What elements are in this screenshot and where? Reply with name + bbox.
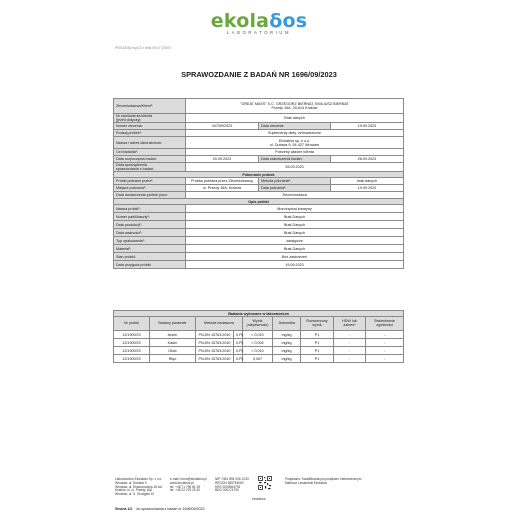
report-date-label: Data sporządzenia sprawozdania z badań: — [114, 163, 186, 172]
start-date-label: Data rozpoczęcia badań: — [114, 156, 186, 163]
cell-extended: P1 — [301, 355, 334, 363]
cell-extended: P1 — [301, 331, 334, 339]
cell-extended: P1 — [301, 339, 334, 347]
sampling-place-value: ul. Przedy 16A, Kraków — [186, 185, 259, 192]
batch-number-label: Numer partii/kaszty¹: — [114, 213, 186, 221]
cell-result: < 0,010 — [243, 347, 273, 355]
sampling-method-label: Metoda pobrania¹: — [259, 178, 331, 185]
sampled-by-label: Próbki pobrane przez¹: — [114, 178, 186, 185]
sample-state-label: Stan próbki: — [114, 253, 186, 261]
col-header-method: Metoda badawcza — [196, 317, 243, 331]
end-date-value: 26.09.2023 — [331, 156, 404, 163]
cell-hdw: - — [334, 355, 366, 363]
material-label: Materiał¹: — [114, 245, 186, 253]
logo-blue-part: δos — [269, 10, 308, 32]
col-header-result: Wynik (niepewność) — [243, 317, 273, 331]
page-label: Strona 1/2 — [115, 507, 133, 511]
cell-parameter: Ołów — [150, 347, 196, 355]
info-row — [114, 163, 404, 172]
cell-parameter: Arsen — [150, 331, 196, 339]
sample-row — [114, 205, 404, 213]
info-row — [114, 114, 404, 123]
signature-note: Podpisano: Kwalifikowanym podpisem elektronicznym Mateusz Lewandski Ekolabos — [285, 477, 362, 485]
info-row — [114, 130, 404, 137]
cell-conformity: - — [366, 339, 404, 347]
production-date-label: Data produkcji¹: — [114, 221, 186, 229]
cell-sample-no: 12/1909/23 — [114, 355, 150, 363]
form-code: PR/13/D62 wyd.3 z dnia 09.07.2019 r. — [115, 46, 173, 50]
table-row — [114, 347, 404, 355]
report-date-value: 26.09.2023 — [186, 163, 404, 172]
info-row — [114, 99, 404, 114]
delivered-by-label: Data dostarczenia próbek pocz: — [114, 192, 186, 199]
sample-type-label: Rodzaj próbek¹: — [114, 130, 186, 137]
col-header-conformity: Stwierdzenie zgodności — [366, 317, 404, 331]
col-header-sample-no: Nr próbki — [114, 317, 150, 331]
info-row — [114, 149, 404, 156]
sample-name-label: Nazwa próbki¹: — [114, 205, 186, 213]
results-table — [113, 310, 404, 363]
cell-sample-no: 12/1909/23 — [114, 331, 150, 339]
acceptance-date-value: 19.09.2023 — [186, 261, 404, 269]
sampling-method-value: brak danych — [331, 178, 404, 185]
cell-unit: mg/kg — [273, 355, 301, 363]
cell-hdw: - — [334, 331, 366, 339]
cell-method-mark: 0.PL — [234, 339, 243, 347]
cell-method: PN-EN 15763:2010 — [196, 355, 234, 363]
cell-parameter: Rtęć — [150, 355, 196, 363]
table-row — [114, 339, 404, 347]
cell-conformity: - — [366, 331, 404, 339]
client-label: Zleceniodawca/Klient¹: — [114, 99, 186, 114]
cell-method: PN-EN 15763:2010 — [196, 347, 234, 355]
sample-row — [114, 245, 404, 253]
cell-conformity: - — [366, 347, 404, 355]
sample-name-value: Monohydrat kreatyny — [186, 205, 404, 213]
footer-address: Laboratorium Ekolabos Sp. z o.o. Wrocław, ul. Dubska 9 Wrocław, ul. Krawczowska 16 lok. Kraków, ul. ul. Przedy 16A Wrocław, ul. S. Grodgski 10 — [115, 477, 163, 497]
cell-conformity: - — [366, 355, 404, 363]
ekolabos-logo — [0, 10, 518, 35]
cell-result: < 0,002 — [243, 339, 273, 347]
sampling-date-label: Data pobrania¹: — [259, 185, 331, 192]
purpose-value: Potrzeby własne klienta — [186, 149, 404, 156]
cell-hdw: - — [334, 347, 366, 355]
logo-subtitle: LABORATORIUM — [226, 30, 292, 35]
cell-unit: mg/kg — [273, 339, 301, 347]
cell-method: PN-EN 15763:2010 — [196, 339, 234, 347]
sample-row — [114, 229, 404, 237]
logo-wordmark — [0, 10, 518, 32]
results-header-row — [114, 317, 404, 331]
client-value: "GREAT MASS" S.C. GRZEGORZ BIERNAT, EMILIUSZ BIERNAT Przedy 16A, 30-614 Kraków — [186, 99, 404, 114]
end-date-label: Data zakończenia badań: — [259, 156, 331, 163]
sample-row — [114, 253, 404, 261]
commission-number-label: Numer zlecenia: — [114, 123, 186, 130]
page-reference: do sprawozdania z badań nr 1696/09/2023 — [136, 507, 205, 511]
results-section-title: Badania wykonane w laboratorium — [114, 311, 404, 317]
sampling-row — [114, 185, 404, 192]
footer-registry: NIP 7481 894 006 1234 REGON 365754063 KRS 0000684793 BDO 000174790 — [215, 477, 249, 493]
page-number — [115, 507, 205, 511]
commission-date-label: Data zlecenia: — [259, 123, 331, 130]
expiry-date-label: Data ważności¹: — [114, 229, 186, 237]
commission-number-value: 447/09/2023 — [186, 123, 259, 130]
cell-method-mark: 0.PL — [234, 347, 243, 355]
col-header-hdw: HDW lub zakres* — [334, 317, 366, 331]
cell-method-mark: 0.PL — [234, 355, 243, 363]
commission-date-value: 19.09.2023 — [331, 123, 404, 130]
order-number-value: Brak danych — [186, 114, 404, 123]
logo-green-part: ekola — [210, 10, 270, 32]
cell-sample-no: 12/1909/23 — [114, 339, 150, 347]
cell-unit: mg/kg — [273, 331, 301, 339]
acceptance-date-label: Data przyjęcia próbki: — [114, 261, 186, 269]
col-header-extended: Rozszerzony wynik — [301, 317, 334, 331]
sample-row — [114, 213, 404, 221]
order-number-label: Nr zamówienia klienta (jeżeli dotyczy): — [114, 114, 186, 123]
cell-sample-no: 12/1909/23 — [114, 347, 150, 355]
sample-state-value: Bez zastrzeżeń — [186, 253, 404, 261]
sample-section-title: Opis próbki — [114, 199, 404, 205]
col-header-parameter: Badany parametr — [150, 317, 196, 331]
sampling-row — [114, 192, 404, 199]
info-row — [114, 123, 404, 130]
sampled-by-value: Próbka pobrana przez Zleceniodawcę — [186, 178, 259, 185]
lab-address-value: Ekolabos sp. z o.o. ul. Dubska 9, 54-427 Wrocław — [186, 137, 404, 149]
sample-type-value: Suplementy diety, żelnowszczne — [186, 130, 404, 137]
table-row — [114, 355, 404, 363]
footer-contact: e-mail: biuro@ekolabos.pl www.ekolabos.pl tel. +48 71 796 81 25 tel. +48 22 278 25 30 — [170, 477, 207, 493]
sampling-section-title: Pobieranie próbek — [114, 172, 404, 178]
cell-method-mark: 0.PL — [234, 331, 243, 339]
production-date-value: Brak Danych — [186, 221, 404, 229]
report-info-table — [113, 98, 404, 269]
cell-method: PN-EN 15763:2010 — [196, 331, 234, 339]
cell-result: < 0,010 — [243, 331, 273, 339]
report-title: SPRAWOZDANIE Z BADAŃ NR 1696/09/2023 — [181, 70, 337, 79]
package-type-value: zastępcze — [186, 237, 404, 245]
table-row — [114, 331, 404, 339]
footer-stamp: ekolabos — [252, 497, 266, 501]
col-header-unit: Jednostka — [273, 317, 301, 331]
material-value: Brak Danych — [186, 245, 404, 253]
cell-hdw: - — [334, 339, 366, 347]
sample-row — [114, 237, 404, 245]
info-row — [114, 156, 404, 163]
sampling-date-value: 19.09.2023 — [331, 185, 404, 192]
cell-result: 0,007 — [243, 355, 273, 363]
qr-code-icon — [258, 476, 272, 490]
lab-address-label: Nazwa i adres laboratorium: — [114, 137, 186, 149]
sampling-place-label: Miejsce pobrania¹: — [114, 185, 186, 192]
start-date-value: 20.09.2023 — [186, 156, 259, 163]
info-row — [114, 137, 404, 149]
sample-row — [114, 261, 404, 269]
package-type-label: Typ opakowania¹: — [114, 237, 186, 245]
cell-unit: mg/kg — [273, 347, 301, 355]
expiry-date-value: Brak Danych — [186, 229, 404, 237]
sampling-row — [114, 178, 404, 185]
purpose-label: Cel badania¹: — [114, 149, 186, 156]
cell-extended: P1 — [301, 347, 334, 355]
delivered-by-value: Zleceniodawca — [186, 192, 404, 199]
batch-number-value: Brak Danych — [186, 213, 404, 221]
cell-parameter: Kadm — [150, 339, 196, 347]
sample-row — [114, 221, 404, 229]
